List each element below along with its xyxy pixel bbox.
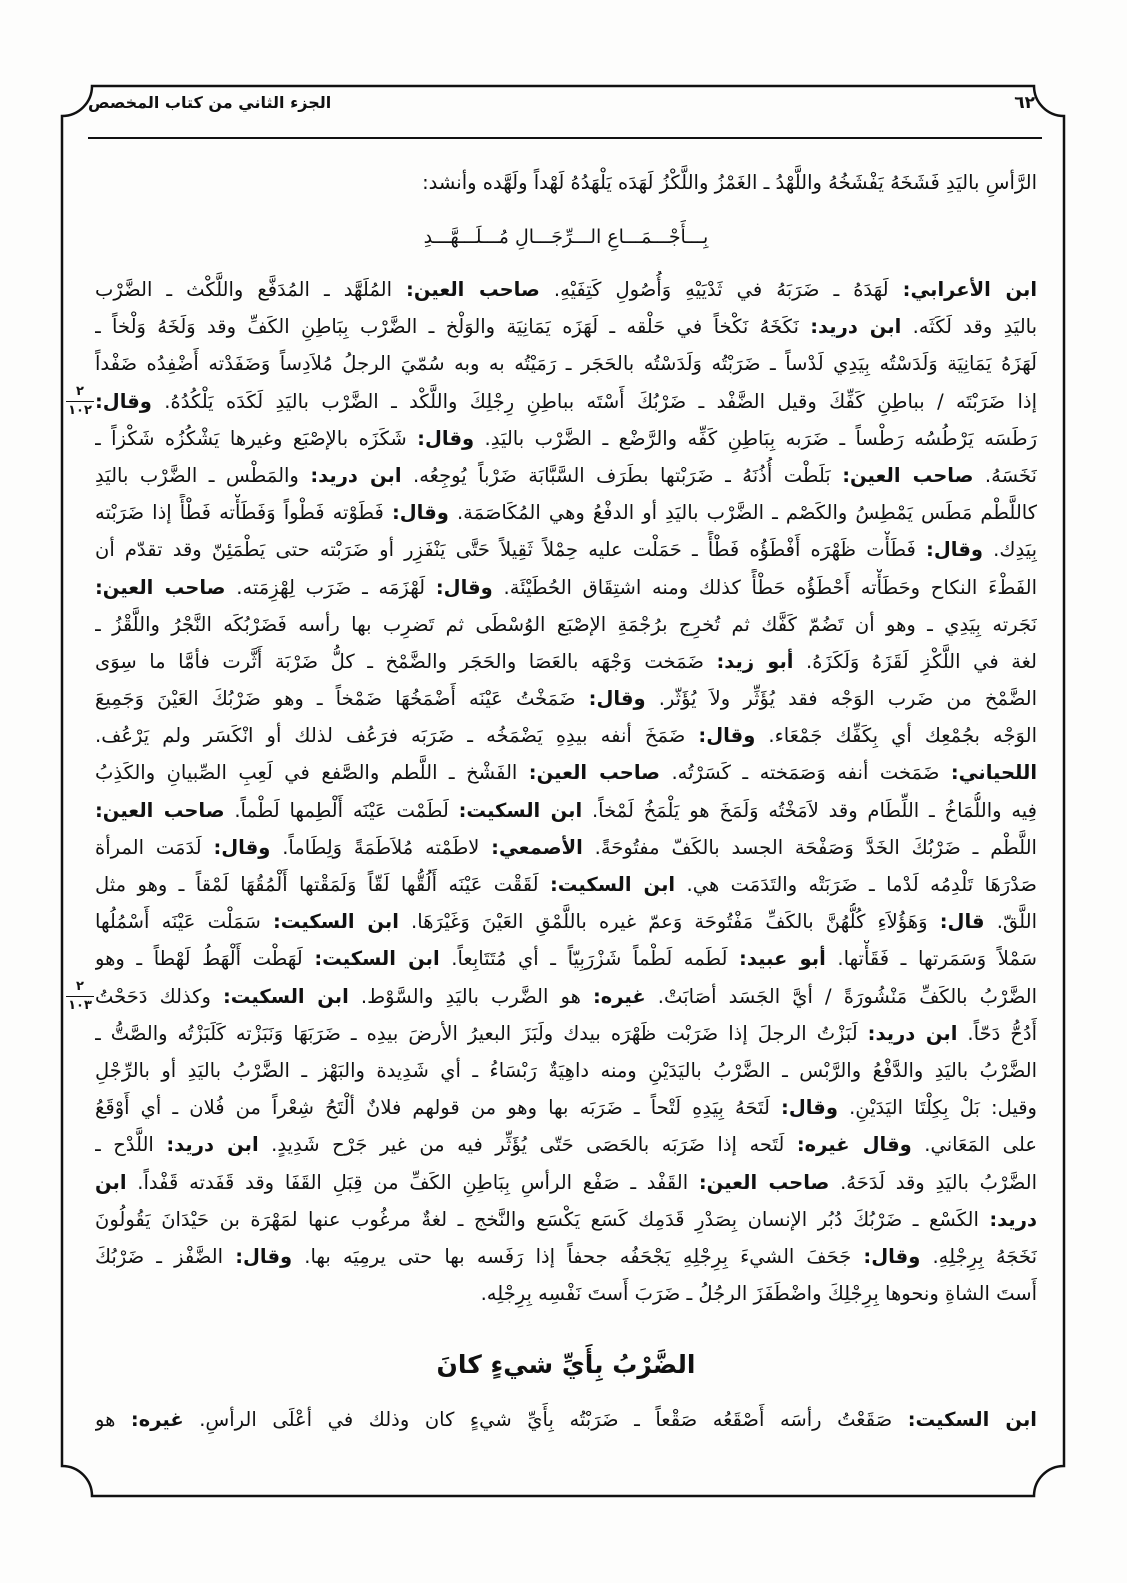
text-line: [95, 978, 1037, 1015]
text-line: [95, 345, 1037, 382]
text-run: لَدَمَت المرأة: [95, 835, 214, 859]
text-run: الضَّرْبُ باليَدِ وقد لَدَحَهُ.: [829, 1170, 1037, 1194]
text-line: [95, 680, 1037, 717]
speaker-label: ابن دريد:: [867, 1021, 958, 1045]
speaker-label: ابن السكيت:: [314, 947, 440, 971]
speaker-label: وقال:: [698, 724, 756, 748]
margin-note: [66, 979, 94, 1014]
text-line: [95, 1401, 1037, 1438]
text-run: ضَمَخَ أنفه بيدِهِ يَضْمَخُه ـ ضَرَبَه فرَعُف لذلك أو انْكَسَر ولم يَرْعُف.: [95, 724, 699, 748]
entries-paragraph: [95, 271, 1037, 1312]
speaker-label: وقال:: [417, 426, 475, 450]
text-line: [95, 643, 1037, 680]
text-run: وكذلك دَحَحْتُ: [95, 984, 223, 1008]
text-run: لَهَطْت أَلْهَطُ لَهْطاً ـ وهو: [95, 947, 315, 971]
speaker-label: وقال:: [588, 687, 646, 711]
speaker-label: غيره:: [130, 1408, 184, 1431]
text-run: صَقَعْتُ رأسَه أَصْقَعُه صَقْعاً ـ ضَرَبْتُه بِأَيِّ شيءٍ كان وذلك في أعْلَى الرأسِ.: [183, 1408, 908, 1431]
text-run: على المَعَاني.: [911, 1133, 1037, 1157]
speaker-label: ابن السكيت:: [549, 873, 676, 896]
text-run: اللَّدْح ـ: [95, 1133, 167, 1157]
text-run: الرَّأسِ باليَدِ فَشَخَهُ يَفْشَخُهُ واللَّهْدُ ـ الغَمْزُ واللَّكْزُ لَهَدَه يَلْهَدُهُ لَهْداً ولَهَّده وأنشد:: [422, 171, 1037, 194]
text-run: إذا ضَرَبْتَه / بباطِنِ كَفِّكَ وقيل الضَّفْد ـ ضَرْبُكَ أَسْتَه بباطِنِ رِجْلِكَ واللَّكْد ـ الضَّرْب باليَدِ لَكَدَه يَلْكُدُهُ.: [151, 389, 1037, 413]
margin-note-volume: ٢: [66, 979, 94, 997]
text-run: اللَّطْم ـ ضَرْبُكَ الخَدَّ وَصَفْحَة الجسد بالكَفّ مفتُوحَةً.: [582, 835, 1037, 859]
text-line: [95, 717, 1037, 754]
text-run: المُلَهَّد ـ المُدَفَّع واللَّكْث ـ الضَّرْب: [95, 278, 407, 301]
speaker-label: وقال:: [781, 1096, 838, 1120]
text-run: رَطَسَه يَرْطُسُه رَطْساً ـ ضَرَبه بِبَاطِنِ كَفِّه والرَّضْع ـ الضَّرْب باليَدِ.: [474, 426, 1037, 450]
text-line: [95, 792, 1037, 829]
speaker-label: صاحب العين:: [698, 1170, 830, 1194]
text-run: القَفْد ـ صَفْع الرأسِ بِبَاطِنِ الكَفِّ من قِبَلِ القَفَا وقد قَفَدته قَفْداً.: [126, 1170, 699, 1194]
text-run: لَهَزَهُ يَمَانِيَة وَلَدَسْتُه بِيَدِي لَدْساً ـ ضَرَبْتُه وَلَدَسْتُه بالحَجَر ـ رَمَيْتُه به وبه سُمّيَ الرجلُ مُلاَدِساً وَضَفَدْته أَضْفِدُه ضَفْداً: [95, 352, 1037, 376]
text-run: بَلَطْت أُذُنَهُ ـ ضَرَبْتها بطَرَف السَّبَّابَة ضَرْباً يُوجِعُه.: [401, 463, 843, 487]
text-run: سَمْلاً وَسَمَرتها ـ فَقَأْتها.: [825, 947, 1037, 971]
text-run: وقيل: بَلْ بِكِلْتَا اليَدَيْنِ.: [837, 1096, 1037, 1120]
opening-paragraph: [95, 164, 1037, 201]
text-run: اللَّقّ.: [984, 910, 1037, 934]
text-run: الفَشْخ ـ اللَّطم والصَّفع في لَعِبِ الصِّبيانِ والكَذِبُ: [95, 761, 529, 785]
verse-line: بِـــأَجْـــمَـــاعِ الـــرِّجَـــالِ مُـــلَـــهَّـــدِ: [423, 226, 709, 248]
text-run: بِيَدِك.: [982, 538, 1037, 562]
text-run: نَكَخَهُ نَكْخاً في حَلْقه ـ لَهَزَه يَمَانِيَة والوَلْخ ـ الضَّرْب بِبَاطِنِ الكَفِّ وقد وَلَخَهُ وَلْخاً ـ: [95, 315, 811, 339]
text-line: [95, 829, 1037, 866]
text-line: [95, 1126, 1037, 1163]
margin-note-page: ١٠٣: [68, 998, 92, 1013]
speaker-label: ابن دريد:: [166, 1133, 259, 1157]
speaker-label: ابن الأعرابي:: [902, 278, 1037, 301]
text-run: هو: [95, 1408, 131, 1431]
text-run: الفَطْءَ النكاح وحَطَأْته أَحْطَؤُه حَطْأً كذلك ومنه اشتِقَاق الحُطَيْئَة.: [492, 575, 1037, 599]
margin-note-volume: ٢: [66, 384, 94, 402]
text-line: [95, 271, 1037, 308]
text-run: فِيه واللُّمَاخُ ـ اللِّطَام وقد لاَمَخْتُه وَلَمَخَ هو يَلْمَخُ لَمْخاً.: [582, 798, 1037, 822]
text-line: [95, 308, 1037, 345]
speaker-label: غيره:: [592, 984, 646, 1008]
text-run: الضَّمْخ من ضَرب الوَجْه فقد يُؤَثِّر ولاَ يُؤَثّر.: [645, 687, 1037, 711]
text-run: ضَمَخت أنفه وَصَمَخته ـ كَسَرْتُه.: [660, 761, 951, 785]
text-run: ضَمَخْتُ عَيْنَه أَضْمَخُهَا ضَمْخاً ـ وهو ضَرْبُكَ العَيْنَ وَجَمِيعَ: [95, 687, 589, 711]
text-line: [95, 164, 1037, 201]
speaker-label: وقال:: [95, 389, 152, 413]
text-line: [95, 754, 1037, 791]
text-line: [95, 1201, 1037, 1238]
text-run: نَخَسَهُ.: [973, 463, 1037, 487]
speaker-label: ابن السكيت:: [272, 910, 399, 934]
speaker-label: صاحب العين:: [406, 278, 540, 301]
text-run: نَخَجَهُ بِرِجْلِهِ.: [920, 1244, 1037, 1268]
text-run: الضَّرْبُ بالكَفِّ مَنْشُورَةً / أيَّ الجَسَد أصَابَتْ.: [645, 984, 1037, 1008]
speaker-label: ابن السكيت:: [907, 1408, 1037, 1431]
speaker-label: الأصمعي:: [491, 835, 583, 859]
speaker-label: ابن: [95, 1170, 127, 1194]
margin-note-page: ١٠٢: [68, 403, 92, 418]
page-number: ٦٢: [1014, 93, 1035, 113]
text-run: نَجَرته بِيَدِي ـ وهو أن تَضُمّ كَفَّك ثم تُخرِج برُجْمَةِ الإصْبَع الوُسْطَى ثم تَضرِب بها رأسه فَضَرْبُكَه النَّجْرُ واللَّقْزُ ـ: [95, 612, 1037, 636]
text-line: [95, 1015, 1037, 1052]
speaker-label: وقال:: [213, 835, 271, 859]
speaker-label: دريد:: [989, 1207, 1037, 1231]
text-line: [95, 1164, 1037, 1201]
text-run: ضَمَخت وَجْهَه بالعَصَا والحَجَر والضَّمْخ ـ كلُّ ضَرْبَة أَثَّرت فأمَّا ما سِوَى: [95, 649, 717, 673]
text-run: لَطَمه لَطْماً شَزْرَبِيّاً ـ أي مُتَتَابِعاً.: [439, 947, 740, 971]
text-run: أَستَ الشاةِ ونحوها بِرِجْلِكَ واضْطَفَزَ الرجُلُ ـ ضَرَبَ أَستَ نَفْسِه بِرِجْلِه.: [480, 1282, 1037, 1306]
speaker-label: وقال:: [926, 538, 983, 562]
speaker-label: وقال:: [235, 1244, 293, 1268]
speaker-label: ابن السكيت:: [222, 984, 349, 1008]
speaker-label: ابن دريد:: [810, 315, 902, 339]
text-run: والمَطْس ـ الضَّرْب باليَدِ: [95, 463, 311, 487]
text-run: لَتَحَهُ بِيَدِهِ لَتْحاً ـ ضَرَبَه بها وهو من قولهم فلانٌ ألْتَحُ شِعْراً من فُلان ـ أي أَوْقَعُ: [95, 1096, 782, 1120]
speaker-label: وقال:: [435, 575, 493, 599]
speaker-label: اللحياني:: [950, 761, 1037, 785]
text-run: لَقَقْت عَيْنَه أَلُقُّها لَقّاً وَلَمَقْتها أَلْمُقُهَا لَمْقاً ـ وهو مثل: [95, 873, 550, 896]
text-run: باليَدِ وقد لَكَثَه.: [901, 315, 1037, 339]
text-run: لغة في اللَّكْزِ لَقَزَهُ وَلَكَزَهُ.: [793, 649, 1037, 673]
text-line: [95, 1089, 1037, 1126]
speaker-label: ابن دريد:: [310, 463, 402, 487]
speaker-label: وقال:: [863, 1244, 921, 1268]
text-run: الكَسْع ـ ضَرْبُكَ دُبُر الإنسان بِصَدْرِ قَدَمِك كَسَع يَكْسَع والنَّخج ـ لغةٌ مرغُوب عنها لمَهْرَة بن حَيْدَانَ يَقُولُونَ: [95, 1207, 990, 1231]
speaker-label: وقال غيره:: [796, 1133, 912, 1157]
text-line: [95, 940, 1037, 977]
text-run: سَمَلْت عَيْنَه أَسْمُلُها: [95, 910, 273, 934]
text-run: لَهْزَمَه ـ ضَرَب لِهْزِمَته.: [225, 575, 436, 599]
text-run: هو الضَّرب باليَدِ والسَّوْط.: [348, 984, 593, 1008]
text-run: لَبَزْتُ الرجلَ إذا ضَرَبْت ظَهْرَه بيدك ولَبَزَ البعيرُ الأرضَ بيدِه ـ ضَرَبَهَا وَنَبَزْته كَلَبَزْتُه والصَّتُّ ـ: [95, 1021, 868, 1045]
text-line: [95, 420, 1037, 457]
text-line: [95, 866, 1037, 903]
text-run: الوَجْه بجُمْعِك أي بِكَفِّك جَمْعَاء.: [755, 724, 1037, 748]
text-line: [95, 569, 1037, 606]
text-run: وَهَؤُلاَءِ كُلُّهُنَّ بالكَفِّ مَفْتُوحَة وَعمّ غيره باللَّمْقِ العَيْنَ وَغَيْرَهَا.: [398, 910, 940, 934]
speaker-label: ابن السكيت:: [458, 798, 583, 822]
text-run: جَحَفَ الشيءَ بِرِجْلِهِ يَجْحَفُه جحفاً إذا رَفَسه بها حتى يرمِيَه بها.: [292, 1244, 864, 1268]
text-run: صَدْرَهَا تَلْدِمُه لَدْما ـ ضَرَبَتْه والتَدَمَت هي.: [675, 873, 1037, 896]
speaker-label: صاحب العين:: [528, 761, 660, 785]
text-line: [95, 383, 1037, 420]
text-run: فَطَأْت ظَهْرَه أَفْطَؤُه فَطْأً ـ حَمَلْت عليه حِمْلاً ثَقِيلاً حَتَّى يَنْفَزِر أو ضَرَبْته حتى يَطْمَئِنّ وقد تقدّم أن: [95, 538, 927, 562]
text-line: [95, 494, 1037, 531]
section-paragraph: [95, 1401, 1037, 1438]
text-run: لَتَحه إذا ضَرَبَه بالحَصَى حَتّى يُؤَثِّر فيه من غير جَرْح شَدِيدٍ.: [258, 1133, 797, 1157]
text-run: كاللَّطْم مَطَس يَمْطِسُ والكَصْم ـ الضَّرْب باليَدِ أو الدفْعُ وهي المُكَاصَمَة.: [448, 501, 1037, 525]
text-run: شَكَزَه بالإصْبَع وغيرها يَشْكُزُه شَكْزاً ـ: [95, 426, 418, 450]
speaker-label: وقال:: [391, 501, 449, 525]
text-line: [95, 1238, 1037, 1275]
text-run: لَطَمْت عَيْنَه أَلْطِمها لَطْماً.: [224, 798, 459, 822]
speaker-label: أبو زيد:: [716, 649, 794, 673]
text-line: [95, 1275, 1037, 1312]
margin-note: [66, 384, 94, 419]
text-run: لاطَمْته مُلاَطَمَةً وَلِطَاماً.: [270, 835, 492, 859]
text-run: أَدُحُّ دَحّاً.: [957, 1021, 1037, 1045]
running-header-title: الجزء الثاني من كتاب المخصص: [88, 93, 332, 112]
text-run: الضَّرْبُ باليَدِ والدَّفْعُ والرَّبْس ـ الضَّرْبُ باليَدَيْنِ ومنه داهِيَةٌ رَبْسَاءُ ـ أي شَدِيدة والبَهْز ـ الضَّرْبُ باليَدِ أو بالرِّجْلِ: [95, 1058, 1037, 1082]
speaker-label: صاحب العين:: [95, 798, 225, 822]
header-rule: [88, 137, 1042, 139]
section-heading: الضَّرْبُ بِأَيِّ شيءٍ كانَ: [436, 1350, 696, 1379]
speaker-label: صاحب العين:: [842, 463, 974, 487]
speaker-label: أبو عبيد:: [739, 947, 826, 971]
text-run: فَطَوْته فَطْواً وَفَطَأْته فَطْأً إذا ضَرَبْته: [95, 501, 392, 525]
text-run: الضَّفْز ـ ضَرْبُكَ: [95, 1244, 236, 1268]
text-line: [95, 531, 1037, 568]
text-line: [95, 903, 1037, 940]
text-line: [95, 606, 1037, 643]
text-line: [95, 457, 1037, 494]
speaker-label: قال:: [939, 910, 985, 934]
text-run: لَهَدَهُ ـ ضَرَبَهُ في ثَدْيَيْهِ وَأُصُولِ كَتِفَيْهِ.: [539, 278, 903, 301]
speaker-label: صاحب العين:: [95, 575, 226, 599]
text-line: [95, 1052, 1037, 1089]
